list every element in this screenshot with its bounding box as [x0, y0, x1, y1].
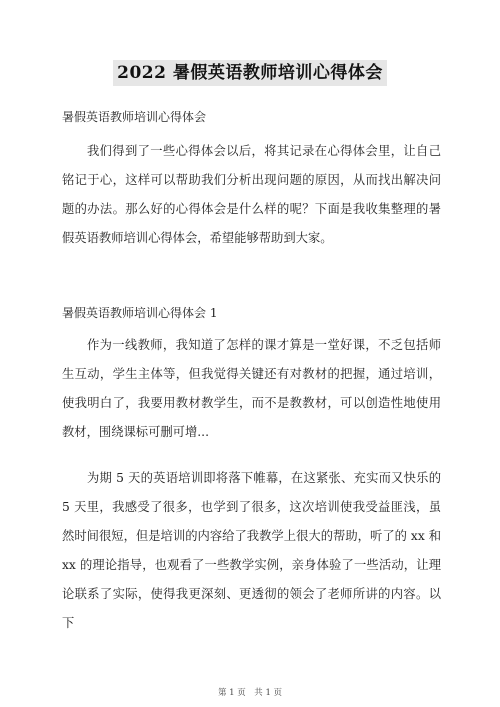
section-1-paragraph-1: 作为一线教师，我知道了怎样的课才算是一堂好课，不乏包括师生互动，学生主体等，但我觉得关键还有对教材的把握，通过培训，使我明白了，我要用教材教学生，而不是教教材，可以创造性地使用教材，围绕课标可删可增...	[62, 338, 441, 439]
title-container	[0, 60, 500, 86]
intro-paragraph: 我们得到了一些心得体会以后，将其记录在心得体会里，让自己铭记于心，这样可以帮助我们分析出现问题的原因，从而找出解决问题的办法。那么好的心得体会是什么样的呢？下面是我收集整理的暑假英语教师培训心得体会，希望能够帮助到大家。	[62, 144, 441, 245]
page-footer: 第 1 页 共 1 页	[217, 688, 283, 698]
document-subtitle: 暑假英语教师培训心得体会	[62, 110, 207, 124]
section-1-heading: 暑假英语教师培训心得体会 1	[62, 306, 218, 320]
document-title: 2022 暑假英语教师培训心得体会	[113, 60, 387, 86]
section-1-paragraph-2: 为期 5 天的英语培训即将落下帷幕，在这紧张、充实而又快乐的 5 天里，我感受了很多，也学到了很多，这次培训使我受益匪浅，虽然时间很短，但是培训的内容给了我教学上很大的帮助，听了的 xx 和 xx 的理论指导，也观看了一些教学实例，亲身体验了一些活动，让理论联系了实际，使得我更深刻、更透彻的领会了老师所讲的内容。以下	[62, 471, 441, 630]
